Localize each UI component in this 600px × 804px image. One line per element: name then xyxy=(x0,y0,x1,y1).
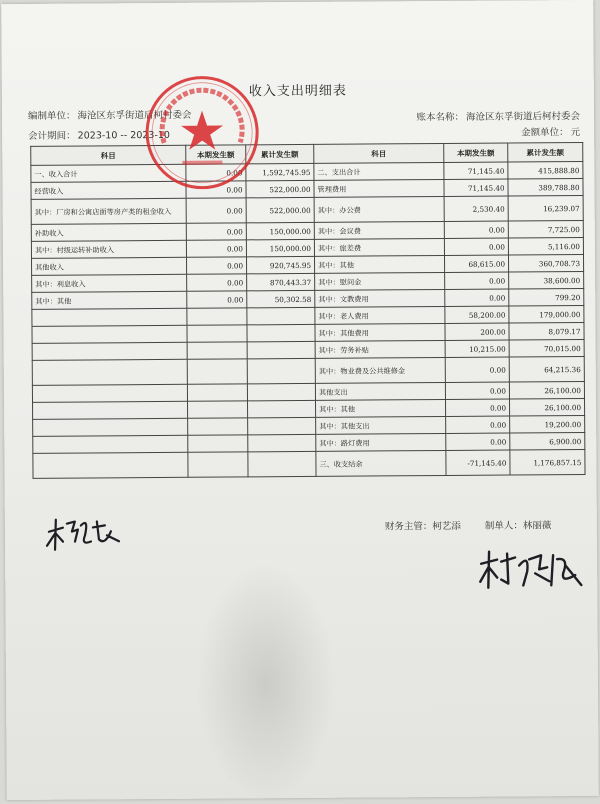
table-row xyxy=(31,196,583,225)
expense-subject: 三、收支结余 xyxy=(316,450,446,476)
unit-label: 金额单位： xyxy=(521,127,569,139)
income-cumulative xyxy=(248,400,316,417)
table-row xyxy=(33,450,585,479)
expense-current: 0.00 xyxy=(446,433,510,450)
unit-line xyxy=(521,124,580,138)
official-seal-stamp xyxy=(142,72,263,193)
income-cumulative xyxy=(247,341,315,358)
income-cumulative: 150,000.00 xyxy=(246,222,314,239)
expense-subject: 其中：其他费用 xyxy=(315,323,445,341)
finance-signature xyxy=(45,511,130,557)
income-subject xyxy=(32,342,187,360)
expense-subject: 其中：其他支出 xyxy=(316,416,446,434)
expense-current: 58,200.00 xyxy=(445,306,509,323)
page-title: 收入支出明细表 xyxy=(248,83,347,100)
income-cumulative: 920,745.95 xyxy=(246,256,314,273)
expense-current: 0.00 xyxy=(445,399,509,416)
expense-cumulative: 5,116.00 xyxy=(508,238,583,256)
income-current xyxy=(188,435,248,452)
col-header-subject-right: 科目 xyxy=(314,143,444,163)
col-header-cumulative-right: 累计发生额 xyxy=(508,143,583,163)
expense-subject: 其中：其他 xyxy=(316,399,446,417)
income-current: 0.00 xyxy=(186,223,246,240)
income-current: 0.00 xyxy=(186,164,246,181)
period-value: 2023-10 -- 2023-10 xyxy=(77,129,171,142)
income-current xyxy=(188,418,248,435)
expense-subject: 其中：文教费用 xyxy=(315,289,445,307)
income-subject xyxy=(32,308,187,326)
income-current: 0.00 xyxy=(186,240,246,257)
expense-cumulative: 389,788.80 xyxy=(508,179,583,197)
compiler-value: 海沧区东孚街道后柯村委会 xyxy=(77,109,192,122)
income-current xyxy=(187,308,247,325)
expense-cumulative: 415,888.80 xyxy=(508,162,583,180)
income-subject xyxy=(33,452,188,478)
account-value: 海沧区东孚街道后柯村委会 xyxy=(465,111,581,123)
expense-current: 0.00 xyxy=(444,238,508,255)
expense-subject: 其中：会议费 xyxy=(314,221,444,239)
income-current: 0.00 xyxy=(187,291,247,308)
expense-subject: 其中：旅差费 xyxy=(314,238,444,256)
expense-cumulative: 19,200.00 xyxy=(510,416,585,434)
income-subject: 其中：利息收入 xyxy=(32,274,187,292)
expense-subject: 二、支出合计 xyxy=(314,162,444,180)
account-label: 账本名称： xyxy=(416,111,465,124)
expense-cumulative: 799.20 xyxy=(509,289,584,307)
income-cumulative: 50,302.58 xyxy=(247,290,315,307)
expense-cumulative: 16,239.07 xyxy=(508,196,583,222)
document-page xyxy=(1,0,599,800)
income-cumulative xyxy=(247,324,315,341)
expense-cumulative: 26,100.00 xyxy=(509,399,584,417)
expense-current: 0.00 xyxy=(445,272,509,289)
expense-cumulative: 7,725.00 xyxy=(508,221,583,239)
table-row xyxy=(32,357,584,386)
expense-cumulative: 6,900.00 xyxy=(510,433,585,451)
income-subject: 其中：其他 xyxy=(32,291,187,309)
income-cumulative xyxy=(248,451,316,476)
income-subject: 其中：厂房和公寓店面等房产类的租金收入 xyxy=(31,198,186,224)
preparer-signature xyxy=(477,545,587,596)
expense-current: -71,145.40 xyxy=(446,450,510,475)
expense-current: 0.00 xyxy=(445,357,509,382)
expense-subject: 其中：其他 xyxy=(314,255,444,273)
income-cumulative: 1,592,745.95 xyxy=(246,163,314,180)
expense-current: 10,215.00 xyxy=(445,340,509,357)
col-header-subject-left: 科目 xyxy=(31,145,186,165)
period-label: 会计期间： xyxy=(28,130,76,142)
col-header-cumulative-left: 累计发生额 xyxy=(246,144,314,163)
income-subject xyxy=(32,359,187,385)
income-cumulative: 522,000.00 xyxy=(246,180,314,197)
expense-subject: 其中：老人费用 xyxy=(315,306,445,324)
photo-shadow xyxy=(195,562,337,803)
expense-cumulative: 1,176,857.15 xyxy=(510,450,585,476)
expense-current: 2,530.40 xyxy=(444,196,508,221)
income-subject xyxy=(32,384,187,402)
income-subject: 其他收入 xyxy=(32,257,187,275)
income-cumulative xyxy=(248,434,316,451)
income-current: 0.00 xyxy=(187,257,247,274)
expense-subject: 其他支出 xyxy=(315,382,445,400)
income-subject xyxy=(32,325,187,343)
preparer-value: 林丽薇 xyxy=(522,520,552,532)
expense-subject: 其中：劳务补贴 xyxy=(315,340,445,358)
income-cumulative: 522,000.00 xyxy=(246,197,314,222)
income-current xyxy=(188,452,248,477)
income-current xyxy=(188,401,248,418)
income-current xyxy=(187,359,247,384)
finance-supervisor-line xyxy=(385,518,461,533)
expense-current: 0.00 xyxy=(446,416,510,433)
finance-value: 柯艺添 xyxy=(432,520,461,533)
expense-current: 200.00 xyxy=(445,323,509,340)
income-cumulative xyxy=(247,358,315,383)
expense-current: 0.00 xyxy=(444,221,508,238)
expense-current: 0.00 xyxy=(445,289,509,306)
income-subject: 其中：村级运转补助收入 xyxy=(31,240,186,258)
seal-star-icon xyxy=(181,111,223,150)
expense-cumulative: 360,708.73 xyxy=(508,255,583,273)
col-header-current-left: 本期发生额 xyxy=(186,145,246,164)
income-subject xyxy=(33,401,188,419)
account-line xyxy=(416,108,580,123)
compiler-label: 编制单位： xyxy=(27,110,76,122)
income-current xyxy=(187,384,247,401)
col-header-current-right: 本期发生额 xyxy=(444,143,508,162)
expense-subject: 管理费用 xyxy=(314,179,444,197)
expense-current: 0.00 xyxy=(445,382,509,399)
expense-subject: 其中：办公费 xyxy=(314,196,444,222)
ledger-table xyxy=(30,142,585,479)
income-subject: 补助收入 xyxy=(31,223,186,241)
expense-subject: 其中：路灯费用 xyxy=(316,433,446,451)
income-current: 0.00 xyxy=(186,198,246,223)
preparer-label: 制单人： xyxy=(484,520,523,532)
income-current: 0.00 xyxy=(186,181,246,198)
expense-subject: 其中：物业费及公共维修金 xyxy=(315,357,445,383)
income-cumulative: 150,000.00 xyxy=(246,239,314,256)
income-current: 0.00 xyxy=(187,274,247,291)
finance-label: 财务主管： xyxy=(384,521,433,533)
income-subject xyxy=(33,435,188,453)
income-cumulative: 870,443.37 xyxy=(247,273,315,290)
income-cumulative xyxy=(248,417,316,434)
income-current xyxy=(187,325,247,342)
income-subject xyxy=(33,418,188,436)
preparer-line xyxy=(485,517,552,531)
expense-cumulative: 38,600.00 xyxy=(509,272,584,290)
income-cumulative xyxy=(247,383,315,400)
expense-current: 71,145.40 xyxy=(444,162,508,179)
income-subject: 一、收入合计 xyxy=(31,164,186,182)
expense-current: 71,145.40 xyxy=(444,179,508,196)
income-cumulative xyxy=(247,307,315,324)
income-subject: 经营收入 xyxy=(31,181,186,199)
expense-cumulative: 64,215.36 xyxy=(509,357,584,383)
expense-current: 68,615.00 xyxy=(444,255,508,272)
expense-cumulative: 26,100.00 xyxy=(509,382,584,400)
expense-cumulative: 70,015.00 xyxy=(509,340,584,358)
expense-subject: 其中：慰问金 xyxy=(315,272,445,290)
unit-value: 元 xyxy=(570,127,581,139)
expense-cumulative: 179,000.00 xyxy=(509,306,584,324)
income-current xyxy=(187,342,247,359)
expense-cumulative: 8,079.17 xyxy=(509,323,584,341)
